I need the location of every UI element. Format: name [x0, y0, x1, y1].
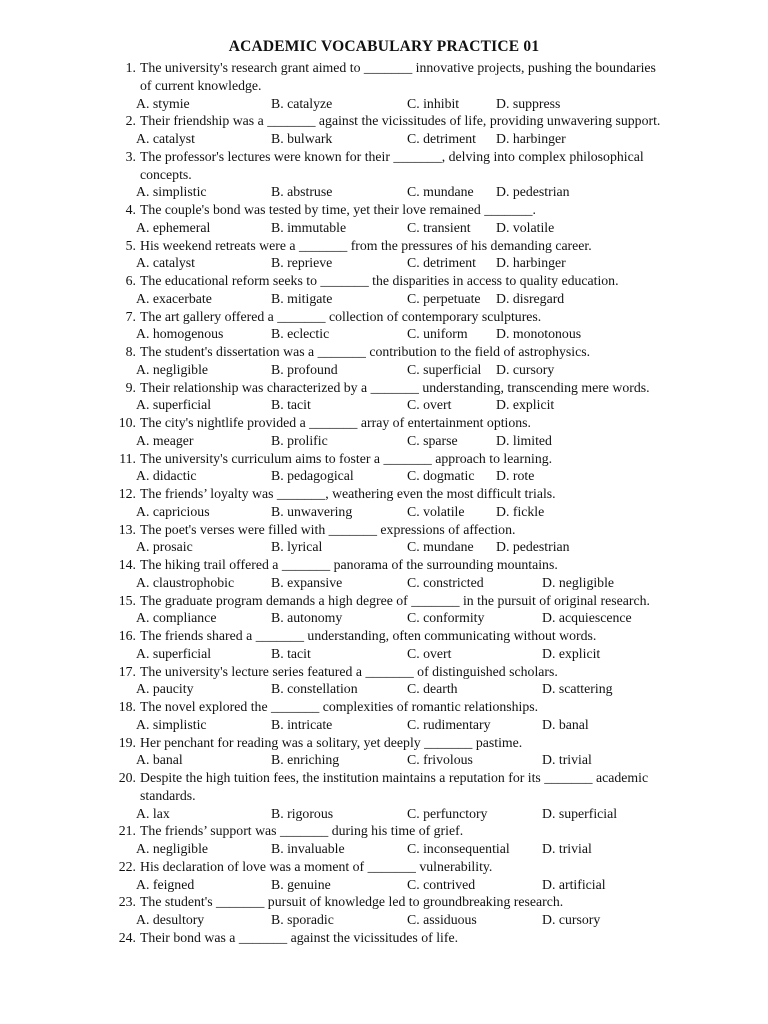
option-b: B. pedagogical	[271, 468, 354, 484]
question-stem	[108, 893, 668, 911]
answer-options	[136, 361, 668, 379]
option-d: D. explicit	[542, 645, 601, 661]
option-a: A. paucity	[136, 681, 194, 697]
option-d: D. negligible	[542, 574, 615, 590]
option-d: D. rote	[496, 468, 535, 484]
option-b: B. catalyze	[271, 95, 333, 111]
option-b: B. sporadic	[271, 912, 334, 927]
option-c: C. mundane	[407, 539, 474, 555]
question-stem	[108, 414, 668, 432]
question-stem	[108, 929, 668, 947]
question-stem	[108, 379, 668, 397]
option-c: C. dearth	[407, 681, 458, 697]
option-b: B. rigorous	[271, 805, 334, 821]
question-stem	[108, 858, 668, 876]
option-b: B. intricate	[271, 716, 333, 732]
option-b: B. invaluable	[271, 841, 345, 856]
question-stem	[108, 237, 668, 255]
question-text: Their friendship was a _______ against the vicissitudes of life, providing unwavering support.	[140, 113, 661, 129]
question-item	[108, 343, 668, 379]
option-d: D. trivial	[542, 752, 592, 768]
option-b: B. tacit	[271, 645, 311, 661]
page-title: ACADEMIC VOCABULARY PRACTICE 01	[228, 38, 540, 55]
question-stem	[108, 308, 668, 326]
question-item	[108, 893, 668, 929]
question-stem	[108, 822, 668, 840]
option-c: C. perfunctory	[407, 805, 488, 821]
question-stem	[108, 627, 668, 645]
question-item	[108, 414, 668, 450]
question-number: 20.	[118, 770, 136, 785]
option-b: B. immutable	[271, 219, 347, 235]
question-stem	[108, 521, 668, 539]
answer-options	[136, 751, 668, 769]
question-text: The friends’ support was _______ during his time of grief.	[140, 823, 464, 839]
answer-options	[136, 716, 668, 734]
answer-options	[136, 95, 668, 113]
option-a: A. ephemeral	[136, 219, 211, 235]
option-a: A. lax	[136, 805, 170, 821]
answer-options	[136, 467, 668, 485]
question-number: 22.	[118, 858, 136, 874]
question-text: The university's research grant aimed to _______ innovative projects, pushing the boundaries of current knowledge.	[140, 60, 656, 93]
option-d: D. disregard	[496, 290, 565, 306]
option-c: C. overt	[407, 397, 452, 413]
answer-options	[136, 805, 668, 823]
answer-options	[136, 183, 668, 201]
question-text: Despite the high tuition fees, the institution maintains a reputation for its _______ academic standards.	[140, 770, 649, 803]
option-d: D. explicit	[496, 397, 555, 413]
option-c: C. frivolous	[407, 752, 473, 768]
question-text: The novel explored the _______ complexities of romantic relationships.	[140, 699, 539, 714]
question-stem	[108, 59, 668, 95]
option-d: D. acquiescence	[542, 610, 632, 626]
question-text: His weekend retreats were a _______ from the pressures of his demanding career.	[140, 237, 592, 253]
question-number: 11.	[119, 450, 136, 466]
question-number: 19.	[118, 734, 136, 750]
option-c: C. inconsequential	[407, 841, 510, 856]
option-b: B. prolific	[271, 432, 328, 448]
option-d: D. trivial	[542, 841, 592, 856]
question-number: 16.	[118, 628, 136, 643]
option-a: A. capricious	[136, 503, 210, 519]
option-b: B. tacit	[271, 397, 311, 413]
option-c: C. mundane	[407, 184, 474, 200]
question-text: The university's lecture series featured a _______ of distinguished scholars.	[140, 663, 558, 679]
option-b: B. autonomy	[271, 610, 343, 626]
question-number: 8.	[125, 344, 136, 359]
answer-options	[136, 130, 668, 148]
answer-options	[136, 840, 668, 858]
option-c: C. inhibit	[407, 95, 460, 111]
option-a: A. stymie	[136, 95, 190, 111]
question-stem	[108, 663, 668, 681]
question-item	[108, 663, 668, 699]
question-stem	[108, 148, 668, 184]
question-text: The hiking trail offered a _______ panorama of the surrounding mountains.	[140, 557, 558, 572]
question-item	[108, 556, 668, 592]
answer-options	[136, 680, 668, 698]
option-c: C. rudimentary	[407, 716, 491, 732]
option-b: B. lyrical	[271, 539, 323, 555]
question-text: The couple's bond was tested by time, yet their love remained _______.	[140, 202, 536, 217]
answer-options	[136, 645, 668, 663]
option-d: D. monotonous	[496, 326, 582, 342]
question-text: Their bond was a _______ against the vicissitudes of life.	[140, 929, 459, 945]
option-a: A. superficial	[136, 645, 212, 661]
answer-options	[136, 503, 668, 521]
option-c: C. sparse	[407, 432, 458, 448]
question-text: The art gallery offered a _______ collection of contemporary sculptures.	[140, 308, 542, 324]
option-b: B. unwavering	[271, 503, 353, 519]
option-a: A. superficial	[136, 397, 212, 413]
question-text: The friends shared a _______ understanding, often communicating without words.	[140, 628, 597, 643]
option-c: C. superficial	[407, 361, 482, 377]
question-number: 9.	[125, 379, 136, 395]
question-text: Their relationship was characterized by a _______ understanding, transcending mere words.	[140, 379, 650, 395]
question-number: 23.	[118, 894, 136, 910]
question-item	[108, 858, 668, 894]
option-a: A. simplistic	[136, 184, 207, 200]
question-item	[108, 148, 668, 201]
question-item	[108, 379, 668, 415]
option-a: A. claustrophobic	[136, 574, 235, 590]
question-item	[108, 308, 668, 344]
option-c: C. contrived	[407, 876, 476, 892]
answer-options	[136, 325, 668, 343]
question-text: The university's curriculum aims to foster a _______ approach to learning.	[140, 450, 553, 466]
answer-options	[136, 396, 668, 414]
option-a: A. prosaic	[136, 539, 193, 555]
question-text: The graduate program demands a high degree of _______ in the pursuit of original research.	[140, 592, 650, 608]
question-number: 2.	[125, 113, 136, 129]
option-a: A. negligible	[136, 361, 209, 377]
question-text: The student's dissertation was a _______ contribution to the field of astrophysics.	[140, 344, 591, 359]
option-c: C. overt	[407, 645, 452, 661]
answer-options	[136, 574, 668, 592]
question-number: 18.	[118, 699, 136, 714]
option-b: B. bulwark	[271, 131, 333, 146]
question-number: 3.	[125, 148, 136, 164]
question-item	[108, 627, 668, 663]
question-item	[108, 450, 668, 486]
question-number: 15.	[118, 592, 136, 608]
option-a: A. simplistic	[136, 716, 207, 732]
question-number: 1.	[125, 60, 136, 75]
question-item	[108, 485, 668, 521]
option-b: B. mitigate	[271, 290, 333, 306]
option-d: D. fickle	[496, 503, 545, 519]
question-text: His declaration of love was a moment of _______ vulnerability.	[140, 858, 493, 874]
option-a: A. exacerbate	[136, 290, 212, 306]
question-list	[108, 59, 668, 947]
question-item	[108, 592, 668, 628]
option-c: C. detriment	[407, 131, 476, 146]
question-text: The professor's lectures were known for their _______, delving into complex philosophical concepts.	[140, 148, 644, 182]
question-item	[108, 929, 668, 947]
question-stem	[108, 272, 668, 290]
question-item	[108, 112, 668, 148]
option-d: D. cursory	[496, 361, 555, 377]
option-d: D. scattering	[542, 681, 613, 697]
question-number: 7.	[125, 308, 136, 324]
option-a: A. feigned	[136, 876, 195, 892]
question-number: 21.	[118, 823, 136, 839]
option-a: A. negligible	[136, 841, 209, 856]
question-item	[108, 201, 668, 237]
option-c: C. constricted	[407, 574, 484, 590]
question-number: 4.	[125, 202, 136, 217]
option-b: B. expansive	[271, 574, 343, 590]
question-stem	[108, 450, 668, 468]
question-number: 5.	[125, 237, 136, 253]
question-number: 14.	[118, 557, 136, 572]
question-stem	[108, 485, 668, 503]
option-b: B. enriching	[271, 752, 340, 768]
question-item	[108, 272, 668, 308]
option-a: A. catalyst	[136, 255, 196, 271]
question-item	[108, 698, 668, 734]
question-number: 17.	[118, 663, 136, 679]
option-a: A. catalyst	[136, 131, 196, 146]
option-b: B. profound	[271, 361, 338, 377]
question-text: The educational reform seeks to _______ the disparities in access to quality education.	[140, 273, 619, 288]
answer-options	[136, 609, 668, 627]
answer-options	[136, 911, 668, 929]
option-a: A. didactic	[136, 468, 197, 484]
option-b: B. constellation	[271, 681, 358, 697]
question-number: 10.	[118, 415, 136, 430]
question-stem	[108, 556, 668, 574]
option-c: C. assiduous	[407, 912, 477, 927]
option-b: B. reprieve	[271, 255, 333, 271]
option-c: C. transient	[407, 219, 471, 235]
answer-options	[136, 219, 668, 237]
question-text: Her penchant for reading was a solitary, yet deeply _______ pastime.	[140, 734, 523, 750]
question-item	[108, 769, 668, 822]
option-d: D. limited	[496, 432, 552, 448]
option-d: D. artificial	[542, 876, 606, 892]
question-stem	[108, 592, 668, 610]
question-item	[108, 734, 668, 770]
option-d: D. pedestrian	[496, 539, 570, 555]
question-stem	[108, 698, 668, 716]
option-d: D. harbinger	[496, 255, 566, 271]
question-number: 6.	[125, 273, 136, 288]
question-item	[108, 822, 668, 858]
option-d: D. volatile	[496, 219, 555, 235]
option-a: A. homogenous	[136, 326, 224, 342]
question-stem	[108, 769, 668, 805]
option-c: C. detriment	[407, 255, 476, 271]
question-stem	[108, 201, 668, 219]
question-text: The poet's verses were filled with _______ expressions of affection.	[140, 521, 516, 537]
option-d: D. suppress	[496, 95, 561, 111]
answer-options	[136, 254, 668, 272]
option-d: D. superficial	[542, 805, 618, 821]
option-c: C. perpetuate	[407, 290, 481, 306]
question-text: The friends’ loyalty was _______, weathering even the most difficult trials.	[140, 486, 556, 501]
option-d: D. banal	[542, 716, 589, 732]
option-b: B. genuine	[271, 876, 331, 892]
question-stem	[108, 734, 668, 752]
answer-options	[136, 432, 668, 450]
option-d: D. cursory	[542, 912, 601, 927]
option-d: D. harbinger	[496, 131, 566, 146]
option-a: A. banal	[136, 752, 183, 768]
question-number: 13.	[118, 521, 136, 537]
question-text: The city's nightlife provided a _______ array of entertainment options.	[140, 415, 531, 430]
answer-options	[136, 538, 668, 556]
question-number: 12.	[118, 486, 136, 501]
option-d: D. pedestrian	[496, 184, 570, 200]
answer-options	[136, 876, 668, 894]
option-a: A. meager	[136, 432, 194, 448]
question-stem	[108, 112, 668, 130]
option-c: C. volatile	[407, 503, 465, 519]
answer-options	[136, 290, 668, 308]
question-stem	[108, 343, 668, 361]
option-c: C. uniform	[407, 326, 468, 342]
question-text: The student's _______ pursuit of knowledge led to groundbreaking research.	[140, 894, 564, 910]
option-b: B. eclectic	[271, 326, 330, 342]
question-item	[108, 237, 668, 273]
option-c: C. dogmatic	[407, 468, 475, 484]
question-number: 24.	[118, 929, 136, 945]
option-c: C. conformity	[407, 610, 485, 626]
question-item	[108, 521, 668, 557]
option-a: A. compliance	[136, 610, 217, 626]
question-item	[108, 59, 668, 112]
option-a: A. desultory	[136, 912, 205, 927]
option-b: B. abstruse	[271, 184, 333, 200]
